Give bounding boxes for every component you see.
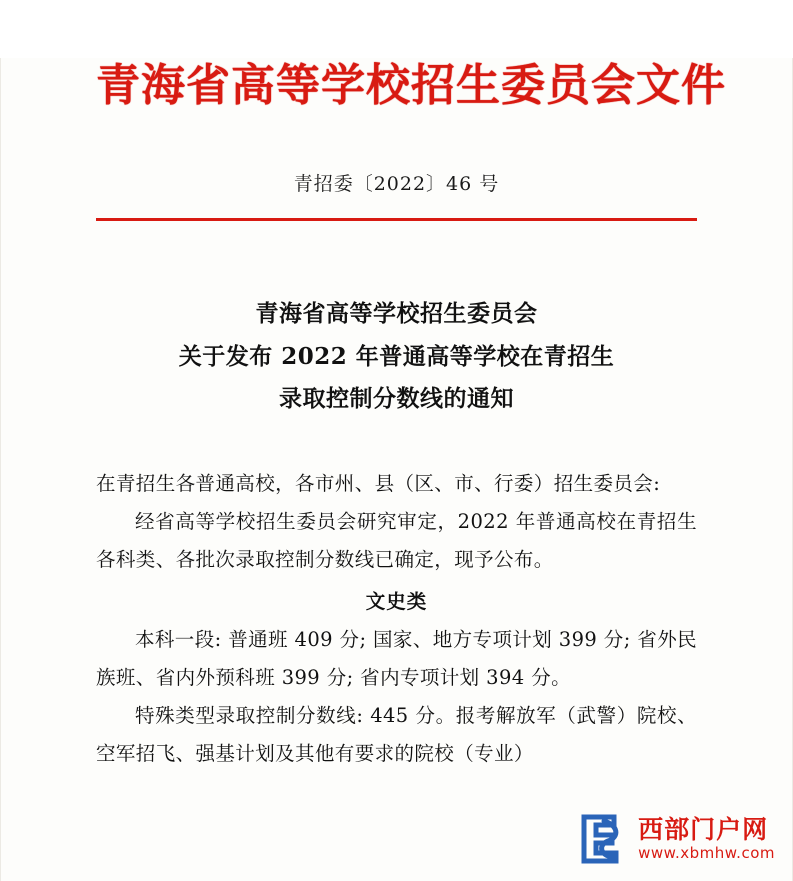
document-number: 青招委〔2022〕46 号	[293, 173, 500, 195]
page-edge-left	[0, 58, 1, 881]
section-paragraph-special-types: 特殊类型录取控制分数线: 445 分。报考解放军（武警）院校、空军招飞、强基计划及其他有要求的院校（专业）	[96, 703, 697, 765]
document-masthead: 青海省高等学校招生委员会文件	[96, 60, 726, 111]
body-paragraph-addressees: 在青招生各普通高校，各市州、县（区、市、行委）招生委员会:	[96, 471, 661, 495]
section-heading-liberal-arts: 文史类	[365, 589, 428, 613]
title-line-1: 青海省高等学校招生委员会	[255, 300, 538, 327]
red-divider-rule	[96, 218, 697, 221]
title-line-2: 关于发布 2022 年普通高等学校在青招生	[178, 342, 615, 370]
document-title	[96, 293, 697, 421]
body-paragraph-intro: 经省高等学校招生委员会研究审定，2022 年普通高校在青招生各科类、各批次录取控制分数线已确定，现予公布。	[96, 509, 697, 571]
watermark-site-url: www.xbmhw.com	[638, 843, 775, 862]
site-watermark	[574, 811, 775, 867]
title-line-3: 录取控制分数线的通知	[279, 385, 514, 413]
section-paragraph-tier-one: 本科一段: 普通班 409 分; 国家、地方专项计划 399 分; 省外民族班、省内外预科班 399 分; 省内专项计划 394 分。	[96, 627, 697, 689]
xb-logo-icon	[574, 811, 630, 867]
document-page	[0, 58, 793, 881]
document-body	[96, 465, 697, 773]
watermark-site-name: 西部门户网	[638, 815, 769, 844]
